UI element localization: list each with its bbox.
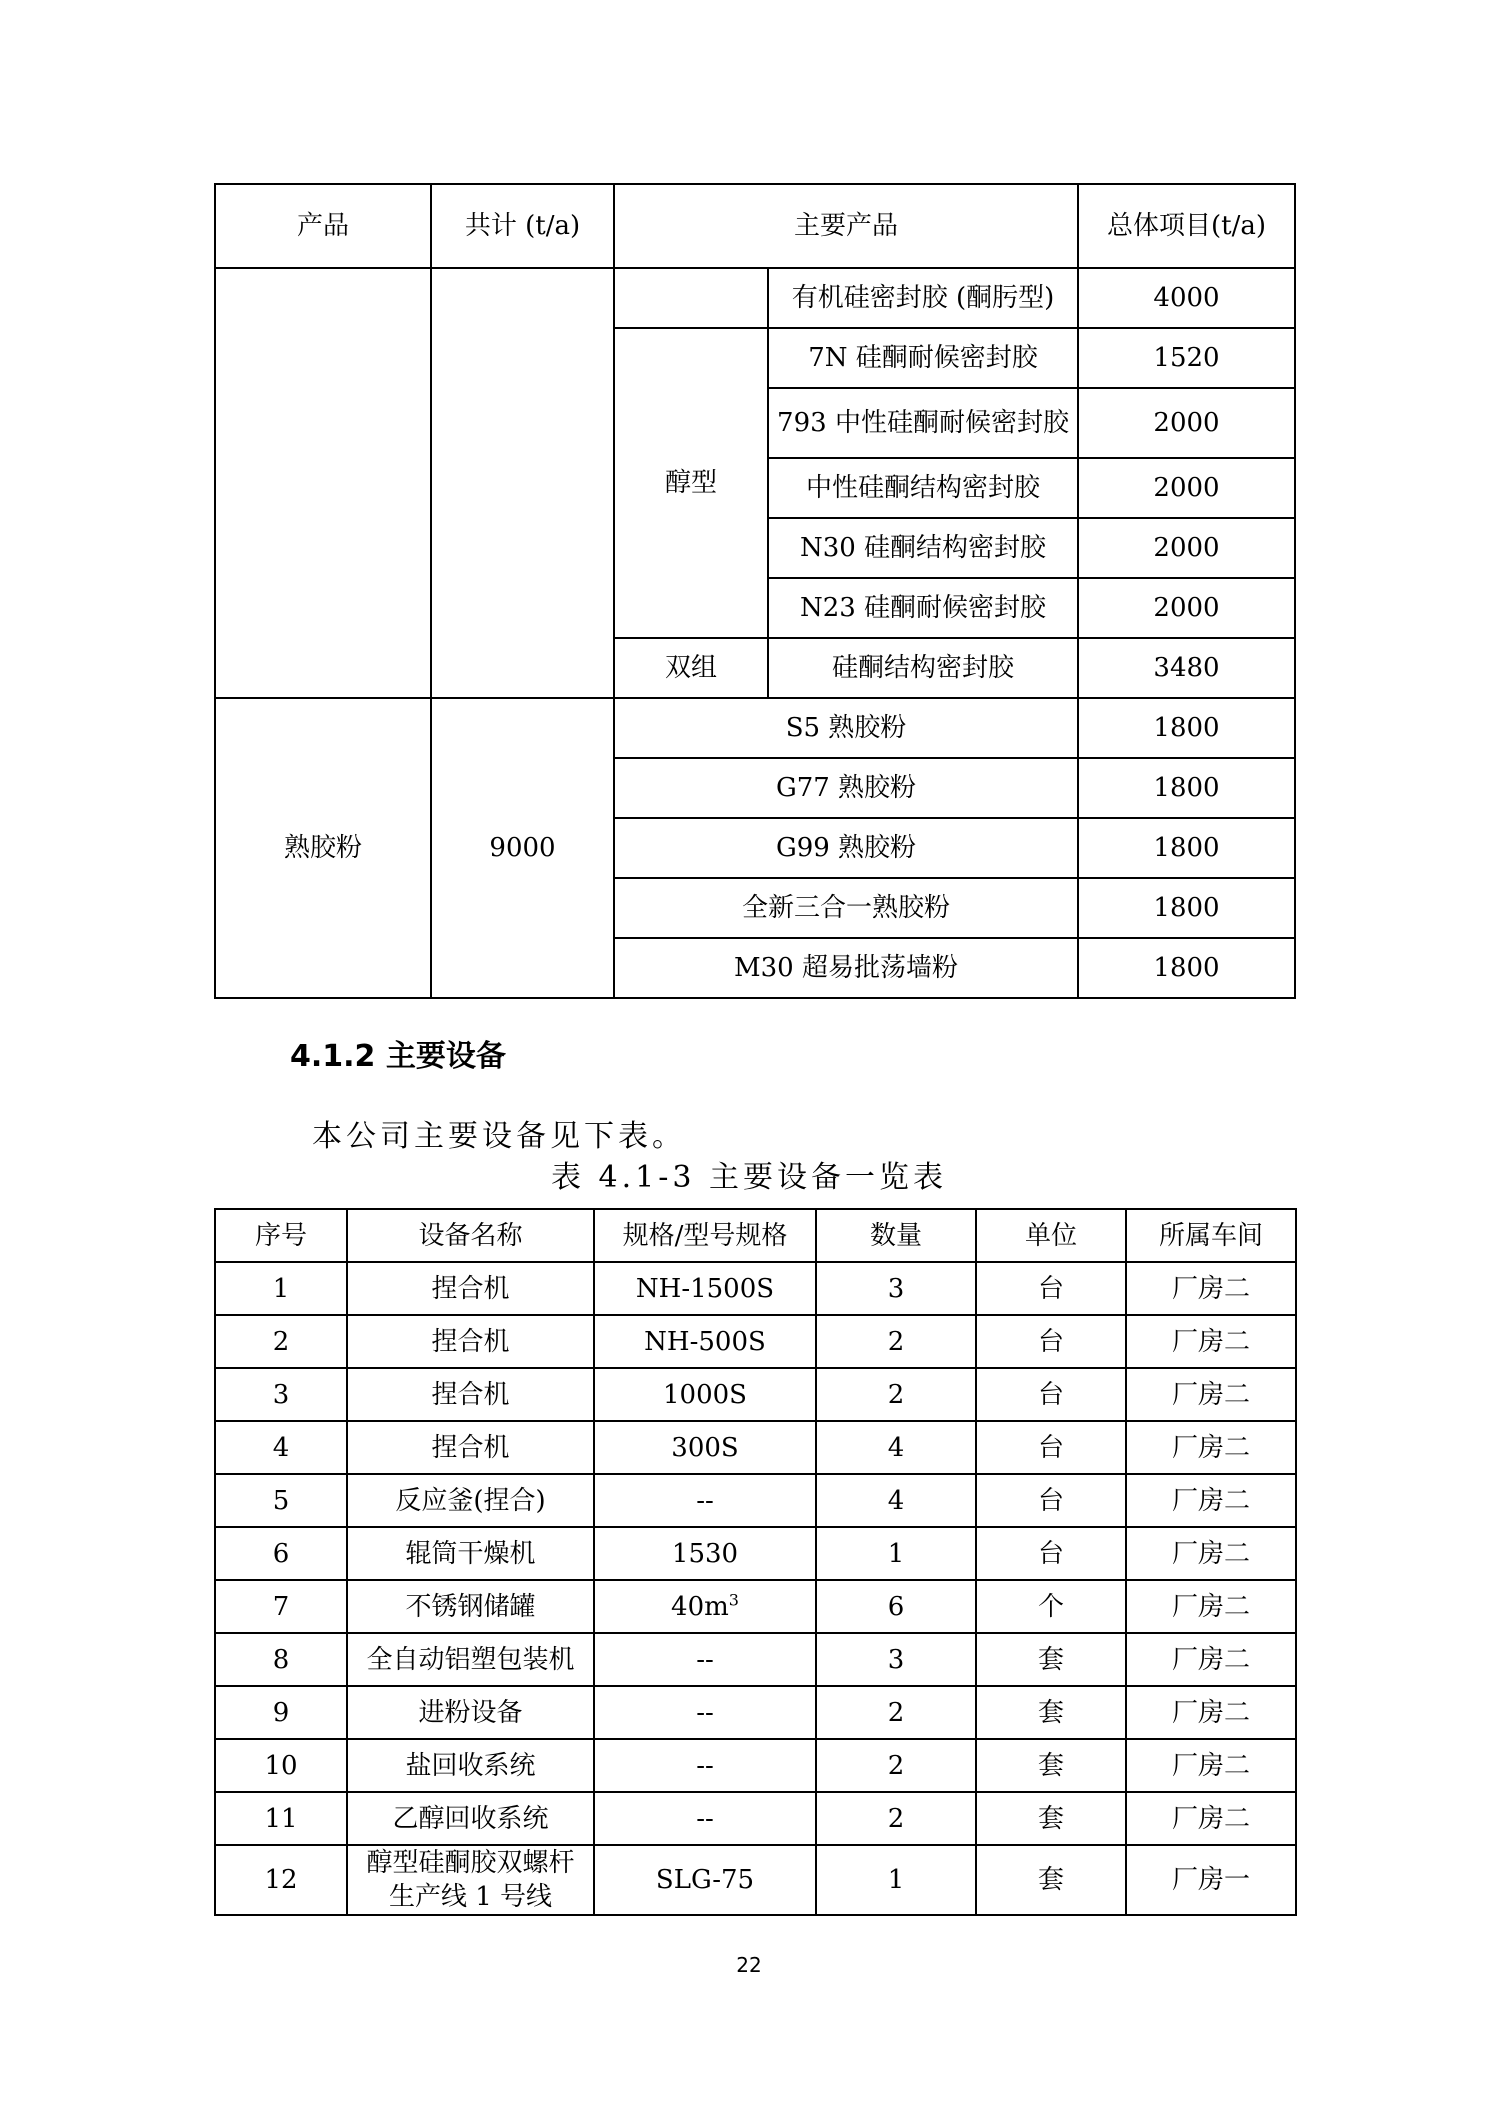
product-cell: 全新三合一熟胶粉	[614, 878, 1078, 938]
spec-text: 40m	[671, 1591, 729, 1622]
spec-cell: 300S	[594, 1421, 816, 1474]
table-row	[215, 1421, 1296, 1474]
index-cell: 11	[215, 1792, 347, 1845]
table-row	[215, 1527, 1296, 1580]
table-caption: 表 4.1-3 主要设备一览表	[550, 1160, 947, 1195]
quantity-cell: 2	[816, 1739, 976, 1792]
unit-cell: 台	[976, 1368, 1126, 1421]
workshop-cell: 厂房二	[1126, 1262, 1296, 1315]
quantity-cell: 2	[816, 1368, 976, 1421]
workshop-cell: 厂房二	[1126, 1421, 1296, 1474]
page-number: 22	[736, 1953, 762, 1977]
quantity-cell: 2	[816, 1686, 976, 1739]
quantity-cell: 3	[816, 1262, 976, 1315]
header-cell: 单位	[976, 1209, 1126, 1262]
quantity-cell: 2	[816, 1315, 976, 1368]
workshop-cell: 厂房二	[1126, 1315, 1296, 1368]
product-cell: 中性硅酮结构密封胶	[768, 458, 1078, 518]
spec-cell: --	[594, 1686, 816, 1739]
workshop-cell: 厂房二	[1126, 1474, 1296, 1527]
name-cell: 捏合机	[347, 1262, 594, 1315]
spec-cell: SLG-75	[594, 1845, 816, 1915]
name-cell: 反应釜(捏合)	[347, 1474, 594, 1527]
name-cell: 辊筒干燥机	[347, 1527, 594, 1580]
product-cell: N30 硅酮结构密封胶	[768, 518, 1078, 578]
table-row	[215, 1633, 1296, 1686]
table-row	[215, 1739, 1296, 1792]
index-cell: 8	[215, 1633, 347, 1686]
workshop-cell: 厂房二	[1126, 1580, 1296, 1633]
workshop-cell: 厂房二	[1126, 1633, 1296, 1686]
header-cell: 产品	[215, 184, 431, 268]
name-cell: 醇型硅酮胶双螺杆生产线 1 号线	[347, 1845, 594, 1915]
empty-cell	[215, 268, 431, 698]
table-row	[215, 698, 1295, 758]
spec-cell: --	[594, 1474, 816, 1527]
spec-cell	[594, 1580, 816, 1633]
product-cell: M30 超易批荡墙粉	[614, 938, 1078, 998]
section-heading: 4.1.2 主要设备	[290, 1039, 506, 1074]
unit-cell: 台	[976, 1474, 1126, 1527]
workshop-cell: 厂房一	[1126, 1845, 1296, 1915]
table-row	[215, 1474, 1296, 1527]
table-row	[215, 1262, 1296, 1315]
product-cell: G77 熟胶粉	[614, 758, 1078, 818]
name-cell: 盐回收系统	[347, 1739, 594, 1792]
index-cell: 5	[215, 1474, 347, 1527]
spec-cell: 1000S	[594, 1368, 816, 1421]
header-cell: 共计 (t/a)	[431, 184, 614, 268]
value-cell: 2000	[1078, 578, 1295, 638]
product-cell: 7N 硅酮耐候密封胶	[768, 328, 1078, 388]
equipment-table	[214, 1208, 1297, 1916]
value-cell: 4000	[1078, 268, 1295, 328]
name-cell: 乙醇回收系统	[347, 1792, 594, 1845]
unit-cell: 套	[976, 1792, 1126, 1845]
index-cell: 7	[215, 1580, 347, 1633]
table-row	[215, 1792, 1296, 1845]
spec-cell: --	[594, 1792, 816, 1845]
superscript: 3	[728, 1589, 739, 1609]
index-cell: 2	[215, 1315, 347, 1368]
index-cell: 1	[215, 1262, 347, 1315]
category-cell: 熟胶粉	[215, 698, 431, 998]
product-cell: 793 中性硅酮耐候密封胶	[768, 388, 1078, 458]
name-cell: 进粉设备	[347, 1686, 594, 1739]
value-cell: 3480	[1078, 638, 1295, 698]
unit-cell: 套	[976, 1686, 1126, 1739]
table-row	[215, 268, 1295, 328]
name-cell: 不锈钢储罐	[347, 1580, 594, 1633]
empty-cell	[431, 268, 614, 698]
quantity-cell: 4	[816, 1421, 976, 1474]
index-cell: 10	[215, 1739, 347, 1792]
table-header-row	[215, 1209, 1296, 1262]
table-row	[215, 1368, 1296, 1421]
unit-cell: 套	[976, 1739, 1126, 1792]
spec-cell: --	[594, 1739, 816, 1792]
header-cell: 规格/型号规格	[594, 1209, 816, 1262]
quantity-cell: 4	[816, 1474, 976, 1527]
header-cell: 主要产品	[614, 184, 1078, 268]
unit-cell: 套	[976, 1633, 1126, 1686]
workshop-cell: 厂房二	[1126, 1739, 1296, 1792]
unit-cell: 个	[976, 1580, 1126, 1633]
header-cell: 所属车间	[1126, 1209, 1296, 1262]
spec-cell: NH-500S	[594, 1315, 816, 1368]
paragraph: 本公司主要设备见下表。	[312, 1119, 686, 1154]
quantity-cell: 3	[816, 1633, 976, 1686]
quantity-cell: 6	[816, 1580, 976, 1633]
product-table	[214, 183, 1296, 999]
name-cell: 全自动铝塑包装机	[347, 1633, 594, 1686]
value-cell: 1800	[1078, 938, 1295, 998]
product-cell: S5 熟胶粉	[614, 698, 1078, 758]
header-cell: 总体项目(t/a)	[1078, 184, 1295, 268]
empty-cell	[614, 268, 768, 328]
table-row	[215, 1686, 1296, 1739]
value-cell: 1800	[1078, 878, 1295, 938]
name-cell: 捏合机	[347, 1315, 594, 1368]
workshop-cell: 厂房二	[1126, 1686, 1296, 1739]
unit-cell: 台	[976, 1527, 1126, 1580]
index-cell: 12	[215, 1845, 347, 1915]
workshop-cell: 厂房二	[1126, 1527, 1296, 1580]
value-cell: 1520	[1078, 328, 1295, 388]
quantity-cell: 1	[816, 1845, 976, 1915]
total-cell: 9000	[431, 698, 614, 998]
spec-cell: NH-1500S	[594, 1262, 816, 1315]
value-cell: 2000	[1078, 388, 1295, 458]
product-cell: 硅酮结构密封胶	[768, 638, 1078, 698]
product-cell: 有机硅密封胶 (酮肟型)	[768, 268, 1078, 328]
value-cell: 1800	[1078, 758, 1295, 818]
header-cell: 数量	[816, 1209, 976, 1262]
header-cell: 序号	[215, 1209, 347, 1262]
name-cell: 捏合机	[347, 1368, 594, 1421]
value-cell: 2000	[1078, 518, 1295, 578]
table-header-row	[215, 184, 1295, 268]
table-row	[215, 1580, 1296, 1633]
value-cell: 2000	[1078, 458, 1295, 518]
value-cell: 1800	[1078, 818, 1295, 878]
workshop-cell: 厂房二	[1126, 1792, 1296, 1845]
header-cell: 设备名称	[347, 1209, 594, 1262]
unit-cell: 台	[976, 1262, 1126, 1315]
group-cell: 双组	[614, 638, 768, 698]
unit-cell: 台	[976, 1421, 1126, 1474]
index-cell: 4	[215, 1421, 347, 1474]
value-cell: 1800	[1078, 698, 1295, 758]
spec-cell: --	[594, 1633, 816, 1686]
unit-cell: 台	[976, 1315, 1126, 1368]
table-row	[215, 1845, 1296, 1915]
quantity-cell: 1	[816, 1527, 976, 1580]
index-cell: 3	[215, 1368, 347, 1421]
index-cell: 9	[215, 1686, 347, 1739]
quantity-cell: 2	[816, 1792, 976, 1845]
workshop-cell: 厂房二	[1126, 1368, 1296, 1421]
spec-cell: 1530	[594, 1527, 816, 1580]
unit-cell: 套	[976, 1845, 1126, 1915]
product-cell: G99 熟胶粉	[614, 818, 1078, 878]
name-cell: 捏合机	[347, 1421, 594, 1474]
product-cell: N23 硅酮耐候密封胶	[768, 578, 1078, 638]
index-cell: 6	[215, 1527, 347, 1580]
table-row	[215, 1315, 1296, 1368]
group-cell: 醇型	[614, 328, 768, 638]
